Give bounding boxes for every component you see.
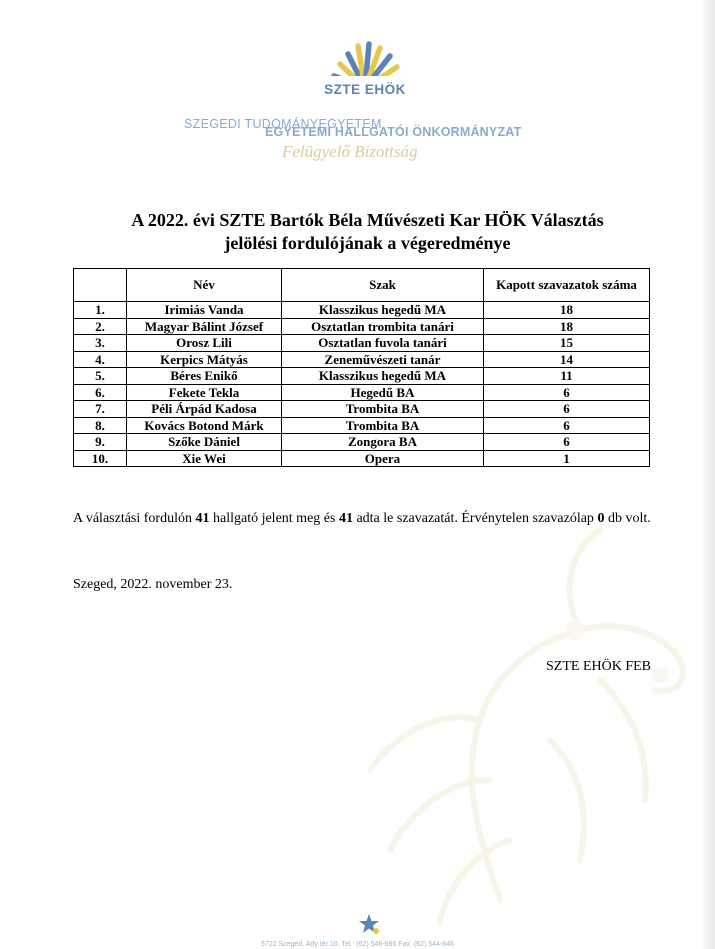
table-row — [74, 318, 650, 335]
program-cell: Klasszikus hegedű MA — [282, 368, 484, 385]
name-cell: Orosz Lili — [127, 335, 282, 352]
name-cell: Irimiás Vanda — [127, 302, 282, 319]
name-cell: Kerpics Mátyás — [127, 351, 282, 368]
document-date: Szeged, 2022. november 23. — [73, 577, 233, 592]
page-edge — [700, 0, 715, 949]
results-body — [74, 302, 650, 467]
votes-cell: 1 — [484, 450, 650, 467]
table-row — [74, 302, 650, 319]
rank-cell: 5. — [74, 368, 127, 385]
name-cell: Xie Wei — [127, 450, 282, 467]
votes-cell: 11 — [484, 368, 650, 385]
rank-cell: 6. — [74, 384, 127, 401]
header-rank — [74, 269, 127, 302]
header-program: Szak — [282, 269, 484, 302]
attendance-count: 41 — [195, 511, 210, 526]
votes-cell: 6 — [484, 384, 650, 401]
star-logo-icon — [357, 912, 381, 936]
table-row — [74, 351, 650, 368]
rank-cell: 2. — [74, 318, 127, 335]
header-name: Név — [127, 269, 282, 302]
summary-text: A választási fordulón — [73, 511, 196, 526]
table-row — [74, 384, 650, 401]
votes-cell: 18 — [484, 318, 650, 335]
logo-text: SZTE EHÖK — [324, 82, 406, 97]
table-row — [74, 401, 650, 418]
summary-paragraph — [73, 509, 673, 528]
results-table — [73, 268, 650, 467]
name-cell: Szőke Dániel — [127, 434, 282, 451]
votes-cell: 15 — [484, 335, 650, 352]
rank-cell: 4. — [74, 351, 127, 368]
vote-count: 41 — [338, 511, 353, 526]
rank-cell: 1. — [74, 302, 127, 319]
votes-cell: 6 — [484, 401, 650, 418]
table-row — [74, 335, 650, 352]
votes-cell: 6 — [484, 417, 650, 434]
title-line-1: A 2022. évi SZTE Bartók Béla Művészeti Kar HÖK Választás — [131, 210, 604, 230]
votes-cell: 6 — [484, 434, 650, 451]
university-name: SZEGEDI TUDOMÁNYEGYETEM — [184, 117, 382, 131]
rank-cell: 10. — [74, 450, 127, 467]
rank-cell: 9. — [74, 434, 127, 451]
program-cell: Hegedű BA — [282, 384, 484, 401]
table-row — [74, 368, 650, 385]
watermark-eagle-icon — [330, 480, 715, 940]
votes-cell: 14 — [484, 351, 650, 368]
program-cell: Zeneművészeti tanár — [282, 351, 484, 368]
votes-cell: 18 — [484, 302, 650, 319]
program-cell: Klasszikus hegedű MA — [282, 302, 484, 319]
table-row — [74, 450, 650, 467]
name-cell: Béres Enikő — [127, 368, 282, 385]
name-cell: Magyar Bálint József — [127, 318, 282, 335]
rank-cell: 8. — [74, 417, 127, 434]
summary-text: adta le szavazatát. Érvénytelen szavazólap — [352, 511, 598, 526]
name-cell: Péli Árpád Kadosa — [127, 401, 282, 418]
title-line-2: jelölési fordulójának a végeredménye — [224, 233, 511, 253]
footer-address: 6722 Szeged, Ady tér 10. Tel.: (62) 546-686 Fax: (62) 544-846 — [261, 941, 454, 948]
table-row — [74, 417, 650, 434]
name-cell: Fekete Tekla — [127, 384, 282, 401]
program-cell: Osztatlan fuvola tanári — [282, 335, 484, 352]
table-header-row — [74, 269, 650, 302]
summary-text: db volt. — [604, 511, 651, 526]
rank-cell: 3. — [74, 335, 127, 352]
program-cell: Trombita BA — [282, 401, 484, 418]
program-cell: Trombita BA — [282, 417, 484, 434]
committee-name: Felügyelő Bizottság — [282, 142, 418, 161]
program-cell: Opera — [282, 450, 484, 467]
document-title — [60, 209, 675, 255]
table-row — [74, 434, 650, 451]
summary-text: hallgató jelent meg és — [209, 511, 339, 526]
program-cell: Zongora BA — [282, 434, 484, 451]
name-cell: Kovács Botond Márk — [127, 417, 282, 434]
invalid-count: 0 — [597, 511, 605, 526]
student-union-name: EGYETEMI HALLGATÓI ÖNKORMÁNYZAT — [265, 125, 522, 139]
rank-cell: 7. — [74, 401, 127, 418]
program-cell: Osztatlan trombita tanári — [282, 318, 484, 335]
header-votes: Kapott szavazatok száma — [484, 269, 650, 302]
signature: SZTE EHÖK FEB — [546, 659, 651, 674]
